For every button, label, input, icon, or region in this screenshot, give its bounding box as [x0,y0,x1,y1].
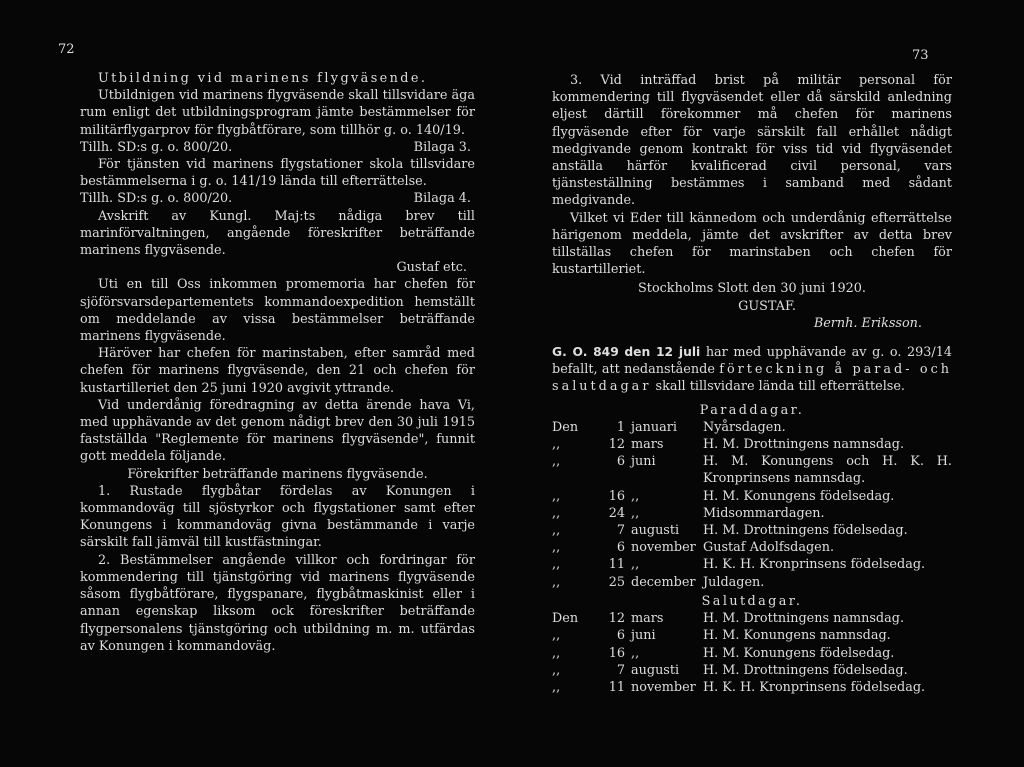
row-day: 7 [616,662,625,678]
row-occasion: H. M. Drottningens födelsedag. [703,523,908,539]
row-day: 1 [616,419,625,435]
reference-text: Tillh. SD:s g. o. 800/20. [80,191,233,207]
row-day: 16 [608,645,625,661]
row-prefix: ,, [552,628,561,644]
row-month: december [631,574,696,590]
paragraph: Häröver har chefen för marinstaben, efter samråd med chefen för marinens flygväsende, den 21 och chefen för kustartilleriet den 25 juni 1920 avgivit yttrande. [80,346,475,396]
calendar-row [552,627,925,644]
calendar-row [552,453,952,487]
row-prefix: ,, [552,679,561,695]
row-month: november [631,540,696,556]
calendar-row [552,679,925,696]
order-date: den 12 juli [624,345,701,360]
row-occasion: H. M. Drottningens födelsedag. [703,662,908,678]
general-order [552,344,952,396]
row-occasion: Nyårsdagen. [703,419,786,435]
row-occasion: Gustaf Adolfsdagen. [703,540,835,556]
row-day: 11 [608,557,625,573]
row-month: ,, [631,505,640,521]
paragraph: Vid underdånig föredragning av detta ärende hava Vi, med upphävande av det genom nådigt brev den 30 juli 1915 fastställda "Reglemente för marinens flygväsende", funnit gott meddela följande. [80,397,475,465]
left-page-body [80,70,475,655]
row-prefix: ,, [552,505,561,521]
row-day: 12 [608,437,625,453]
row-prefix: ,, [552,645,561,661]
appendix-label: Bilaga 3. [413,139,471,155]
row-day: 25 [608,574,625,590]
parad-table [552,419,952,591]
page-number-left: 72 [58,42,75,57]
row-occasion: H. M. Konungens namnsdag. [703,628,891,644]
right-page [552,0,952,767]
row-prefix: Den [552,611,579,627]
row-occasion: Midsommardagen. [703,505,825,521]
paragraph: För tjänsten vid marinens flygstationer skola tillsvidare bestämmelserna i g. o. 141/19 lända till efterrättelse. [80,157,475,190]
calendar-row [552,556,952,573]
row-prefix: ,, [552,488,561,504]
reference-line [80,190,475,207]
subheading: Förekrifter beträffande marinens flygväsende. [127,466,428,482]
place-date: Stockholms Slott den 30 juni 1920. [638,281,866,297]
row-prefix: ,, [552,557,561,573]
row-occasion: H. M. Konungens och H. K. H. Kronprinsens namnsdag. [703,454,952,487]
calendar-row [552,610,925,627]
row-prefix: ,, [552,523,561,539]
row-day: 11 [608,679,625,695]
countersignature: Bernh. Eriksson. [813,315,922,331]
row-month: augusti [631,662,680,678]
row-prefix: ,, [552,574,561,590]
salut-heading: Salutdagar. [701,593,803,609]
salut-table [552,610,925,696]
paragraph: Avskrift av Kungl. Maj:ts nådiga brev till marinförvaltningen, angående föreskrifter beträffande marinens flygväsende. [80,208,475,259]
reference-text: Tillh. SD:s g. o. 800/20. [80,139,233,155]
paragraph: Utbildnigen vid marinens flygväsende skall tillsvidare äga rum enligt det utbildningsprogram jämte bestämmelser för militärflygarprov för flygbåtförare, som tillhör g. o. 140/19. [80,88,475,138]
row-month: ,, [631,645,640,661]
row-prefix: ,, [552,662,561,678]
numbered-paragraph: 3. Vid inträffad brist på militär personal för kommendering till flygväsendet eller då särskild anledning eljest därtill förekommer må chefen för marinens flygväsende efter för varje särskilt fall erhållet nådigt medgivande genom kontrakt för viss tid vid flygväsendet anställa härför kvalificerad civil personal, vars tjänsteställning bestämmes i samband med sådant medgivande. [552,73,952,209]
page-number-right: 73 [912,48,929,63]
row-prefix: Den [552,419,579,435]
row-month: ,, [631,488,640,504]
calendar-row [552,539,952,556]
row-occasion: H. M. Konungens födelsedag. [703,645,895,661]
row-month: juni [631,628,656,644]
row-month: mars [631,611,664,627]
paragraph: Vilket vi Eder till kännedom och underdånig efterrättelse härigenom meddela, jämte det avskrifter av detta brev tillställas chefen för marinstaben och chefen för kustartilleriet. [552,210,952,278]
row-month: juni [631,454,656,470]
order-number: G. O. 849 [552,345,619,360]
salutation: Gustaf etc. [396,260,467,276]
row-occasion: H. K. H. Kronprinsens födelsedag. [703,679,926,695]
calendar-row [552,419,952,436]
parad-heading: Paraddagar. [699,402,805,418]
paragraph: Uti en till Oss inkommen promemoria har chefen för sjöförsvarsdepartementets kommandoexpedition hemställt om meddelande av vissa bestämmelser beträffande marinens flygväsende. [80,277,475,345]
row-day: 6 [616,628,625,644]
row-day: 6 [616,454,625,470]
row-occasion: H. M. Drottningens namnsdag. [703,611,905,627]
reference-line [80,139,475,156]
row-day: 7 [616,523,625,539]
row-occasion: H. M. Drottningens namnsdag. [703,437,905,453]
row-prefix: ,, [552,454,561,470]
signature: GUSTAF. [738,298,796,314]
row-day: 6 [616,540,625,556]
row-occasion: Juldagen. [703,574,765,590]
calendar-row [552,505,952,522]
calendar-row [552,645,925,662]
order-text: skall tillsvidare lända till efterrättelse. [655,379,905,395]
order-text: har med upphävande av g. o. 293/14 befallt, att nedanstående [552,345,952,378]
numbered-paragraph: 2. Bestämmelser angående villkor och fordringar för kommendering till tjänstgöring vid marinens flygväsende såsom flygbåtförare, flygspanare, flygbåtmaskinist eller i annan egenskap liksom ock föreskrifter beträffande flygpersonalens tjänstgöring och utbildning m. m. utfärdas av Konungen i kommandoväg. [80,552,475,654]
calendar-row [552,662,925,679]
row-day: 12 [608,611,625,627]
calendar-row [552,574,952,591]
order-emphasis: förteckning å parad- och salutdagar [552,362,952,395]
appendix-label: Bilaga 4. [413,191,471,207]
row-month: ,, [631,557,640,573]
row-day: 24 [608,505,625,521]
row-month: november [631,679,696,695]
row-month: augusti [631,523,680,539]
row-month: januari [631,419,677,435]
row-occasion: H. M. Konungens födelsedag. [703,488,895,504]
numbered-paragraph: 1. Rustade flygbåtar fördelas av Konungen i kommandoväg till sjöstyrkor och flygstationer samt efter Konungens i kommandoväg givna bestämmande i varje särskilt fall jämväl till kustfästningar. [80,483,475,551]
row-prefix: ,, [552,437,561,453]
calendar-row [552,488,952,505]
calendar-row [552,522,952,539]
left-page [58,0,475,767]
row-day: 16 [608,488,625,504]
row-month: mars [631,437,664,453]
row-occasion: H. K. H. Kronprinsens födelsedag. [703,557,926,573]
row-prefix: ,, [552,540,561,556]
section-heading: Utbildning vid marinens flygväsende. [98,71,428,86]
calendar-row [552,436,952,453]
right-page-body [552,72,952,696]
